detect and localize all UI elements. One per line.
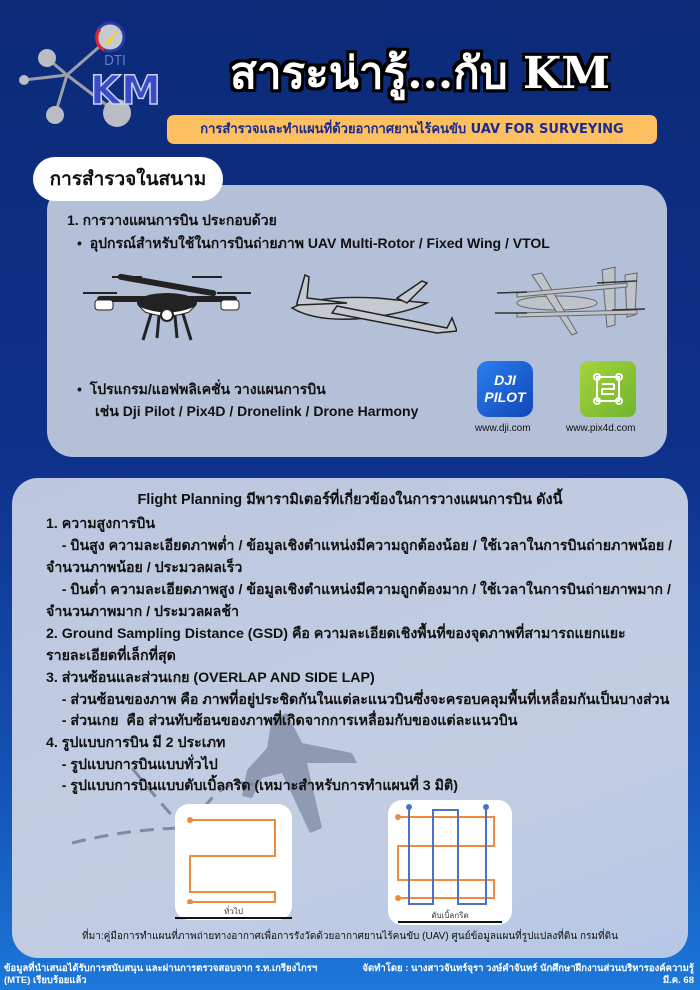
parameter-line: - ส่วนเกย คือ ส่วนทับซ้อนของภาพที่เกิดจากการเหลื่อมกับของแต่ละแนวบิน [46, 713, 518, 729]
logo-subtext: DTI [104, 54, 126, 69]
parameter-line: รายละเอียดที่เล็กที่สุด [46, 648, 176, 664]
parameter-line: - บินสูง ความละเอียดภาพต่ำ / ข้อมูลเชิงตำแหน่งมีความถูกต้องน้อย / ใช้เวลาในการบินถ่ายภาพน้อย / [46, 538, 673, 554]
subtitle-banner: การสำรวจและทำแผนที่ด้วยอากาศยานไร้คนขับ UAV FOR SURVEYING [167, 115, 657, 144]
double-grid-flight-pattern-diagram [388, 800, 512, 925]
logo-text: KM [90, 68, 161, 114]
parameter-line: จำนวนภาพมาก / ประมวลผลช้า [46, 604, 239, 620]
dti-km-logo [12, 15, 161, 130]
general-pattern-label: ทั่วไป [175, 906, 292, 919]
footer-right: จัดทำโดย : นางสาวจันทร์จุรา วงษ์คำจันทร์ นักศึกษาฝึกงานส่วนบริหารองค์ความรู้ มี.ค. 68 [362, 963, 694, 986]
parameter-line: - บินต่ำ ความละเอียดภาพสูง / ข้อมูลเชิงตำแหน่งมีความถูกต้องมาก / ใช้เวลาในการบินถ่ายภาพมาก / [46, 582, 671, 598]
source-citation: ที่มา:คู่มือการทำแผนที่ภาพถ่ายทางอากาศเพื่อการรังวัดด้วยอากาศยานไร้คนขับ (UAV) ศูนย์ข้อมูลแผนที่รูปแปลงที่ดิน กรมที่ดิน [82, 931, 618, 942]
field-survey-panel [47, 185, 667, 457]
page-title: สาระน่ารู้...กับ KM [229, 48, 611, 99]
bullet-2-line-2: เช่น Dji Pilot / Pix4D / Dronelink / Drone Harmony [95, 403, 419, 419]
fixed-wing-drone [287, 273, 457, 343]
bullet-1: • อุปกรณ์สำหรับใช้ในการบินถ่ายภาพ UAV Multi-Rotor / Fixed Wing / VTOL [77, 235, 550, 251]
pix4d-url: www.pix4d.com [566, 423, 636, 434]
multi-rotor-drone [77, 270, 257, 345]
parameter-line: 1. ความสูงการบิน [46, 516, 156, 532]
parameter-line: - รูปแบบการบินแบบดับเบิ้ลกริด (เหมาะสำหรับการทำแผนที่ 3 มิติ) [46, 778, 458, 794]
item-1: 1. การวางแผนการบิน ประกอบด้วย [67, 212, 277, 228]
parameter-line: - ส่วนซ้อนของภาพ คือ ภาพที่อยู่ประชิดกันในแต่ละแนวบินซึ่งจะครอบคลุมพื้นที่เหลื่อมกันเป็นบางส่วน [46, 692, 670, 708]
parameter-line: - รูปแบบการบินแบบทั่วไป [46, 757, 218, 773]
bullet-2: • โปรแกรม/แอฟพลิเคชั่น วางแผนการบิน [77, 381, 326, 397]
bullet-2-line-1: โปรแกรม/แอฟพลิเคชั่น วางแผนการบิน [89, 381, 326, 397]
double-grid-label: ดับเบิ้ลกริด [398, 910, 502, 923]
dji-pilot-app-icon: DJI PILOT [484, 372, 526, 405]
flight-planning-panel [12, 478, 688, 958]
parameter-line: 3. ส่วนซ้อนและส่วนเกย (OVERLAP AND SIDE LAP) [46, 670, 375, 686]
pix4d-app-icon [580, 361, 636, 417]
section-tab: การสำรวจในสนาม [33, 157, 223, 201]
vtol-drone [487, 265, 647, 345]
parameter-line: 2. Ground Sampling Distance (GSD) คือ ความละเอียดเชิงพื้นที่ของจุดภาพที่สามารถแยกแยะ [46, 626, 626, 642]
dji-pilot-app-icon-wrapper [477, 361, 533, 417]
dji-url: www.dji.com [475, 423, 531, 434]
parameter-line: จำนวนภาพน้อย / ประมวลผลเร็ว [46, 560, 243, 576]
footer-left: ข้อมูลที่นำเสนอได้รับการสนับสนุน และผ่านการตรวจสอบจาก ร.ท.เกรียงไกรฯ (MTE) เรียบร้อยแล้ว [4, 963, 318, 986]
bullet-1-text: อุปกรณ์สำหรับใช้ในการบินถ่ายภาพ UAV Multi-Rotor / Fixed Wing / VTOL [89, 235, 550, 251]
general-flight-pattern-diagram [175, 804, 292, 920]
parameter-line: 4. รูปแบบการบิน มี 2 ประเภท [46, 735, 226, 751]
section-2-heading: Flight Planning มีพารามิเตอร์ที่เกี่ยวข้องในการวางแผนการบิน ดังนี้ [137, 492, 563, 508]
